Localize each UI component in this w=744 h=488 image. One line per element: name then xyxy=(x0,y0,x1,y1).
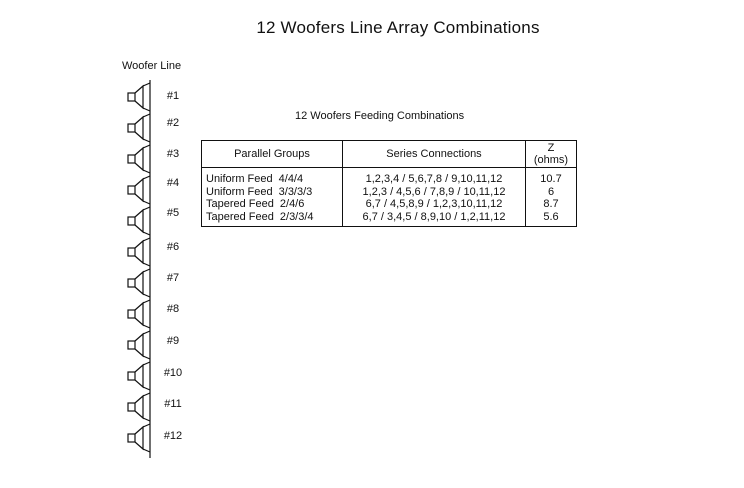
page-title: 12 Woofers Line Array Combinations xyxy=(256,18,540,37)
speaker-icon xyxy=(128,83,150,111)
speaker-icon xyxy=(128,362,150,390)
woofer-line-label: Woofer Line xyxy=(122,60,182,72)
speaker-icon xyxy=(128,238,150,266)
feed-type: Uniform Feed xyxy=(206,173,273,185)
parallel-groups-cell xyxy=(202,168,343,186)
parallel-groups-cell xyxy=(202,186,343,199)
speaker-icon xyxy=(128,300,150,328)
speaker-icon xyxy=(128,269,150,297)
group-split: 2/3/3/4 xyxy=(279,210,314,223)
series-connections-cell: 1,2,3,4 / 5,6,7,8 / 9,10,11,12 xyxy=(343,168,526,186)
woofer-number-label: #8 xyxy=(166,303,180,315)
table-caption: 12 Woofers Feeding Combinations xyxy=(295,110,465,122)
series-connections-cell: 6,7 / 3,4,5 / 8,9,10 / 1,2,11,12 xyxy=(343,211,526,227)
woofer-number-label: #10 xyxy=(163,367,183,379)
series-connections-cell: 1,2,3 / 4,5,6 / 7,8,9 / 10,11,12 xyxy=(343,186,526,199)
table-header-row xyxy=(202,141,577,168)
speaker-icon xyxy=(128,145,150,173)
woofer-number-label: #9 xyxy=(166,335,180,347)
woofer-number-label: #2 xyxy=(166,117,180,129)
header-impedance: Z (ohms) xyxy=(526,141,577,168)
table-row xyxy=(202,198,577,211)
impedance-cell: 8.7 xyxy=(526,198,577,211)
woofer-number-label: #5 xyxy=(166,207,180,219)
group-split: 4/4/4 xyxy=(278,173,304,185)
group-split: 2/4/6 xyxy=(279,198,305,210)
feeding-combinations-table xyxy=(201,140,577,227)
woofer-number-label: #4 xyxy=(166,177,180,189)
impedance-cell: 6 xyxy=(526,186,577,199)
feed-type: Tapered Feed xyxy=(206,210,274,223)
header-series-connections: Series Connections xyxy=(343,141,526,168)
speaker-icon xyxy=(128,331,150,359)
series-connections-cell: 6,7 / 4,5,8,9 / 1,2,3,10,11,12 xyxy=(343,198,526,211)
woofer-number-label: #1 xyxy=(166,90,180,102)
feed-type: Tapered Feed xyxy=(206,198,274,210)
woofer-number-label: #11 xyxy=(164,398,182,410)
table-row xyxy=(202,168,577,186)
woofer-number-label: #6 xyxy=(166,241,180,253)
speaker-icon xyxy=(128,176,150,204)
table-row xyxy=(202,211,577,227)
parallel-groups-cell xyxy=(202,198,343,211)
feed-type: Uniform Feed xyxy=(206,185,273,198)
table-row xyxy=(202,186,577,199)
speaker-icon xyxy=(128,114,150,142)
speaker-icon xyxy=(128,393,150,421)
impedance-cell: 5.6 xyxy=(526,211,577,227)
speaker-icon xyxy=(128,424,150,452)
group-split: 3/3/3/3 xyxy=(278,185,313,198)
header-parallel-groups: Parallel Groups xyxy=(202,141,343,168)
impedance-cell: 10.7 xyxy=(526,168,577,186)
parallel-groups-cell xyxy=(202,211,343,227)
woofer-number-label: #7 xyxy=(166,272,180,284)
woofer-number-label: #3 xyxy=(166,148,180,160)
speaker-icon xyxy=(128,207,150,235)
woofer-number-label: #12 xyxy=(163,430,183,442)
